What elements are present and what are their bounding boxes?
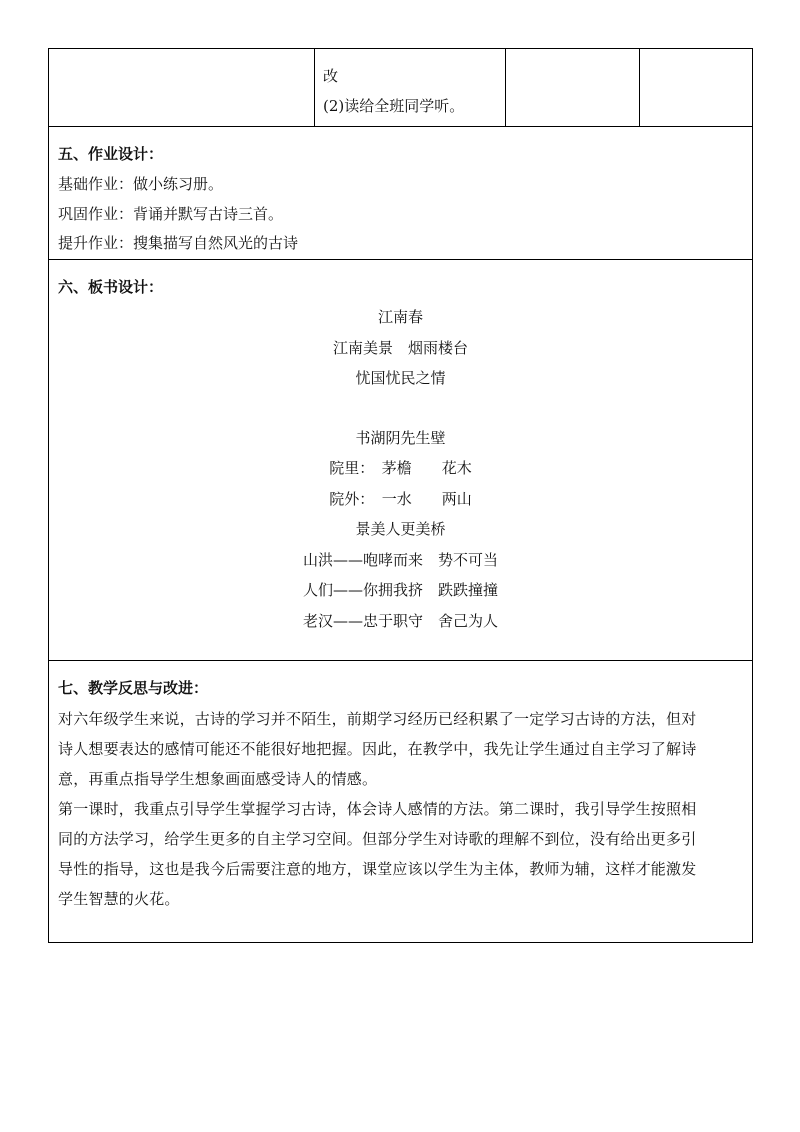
homework-heading: 五、作业设计： <box>58 145 164 163</box>
homework-extend: 提升作业：搜集描写自然风光的古诗 <box>58 234 299 252</box>
activity-line-2: (2)读给全班同学听。 <box>323 97 465 115</box>
table-cell-activity <box>315 49 506 126</box>
table-cell-empty-1 <box>49 49 315 126</box>
reflection-heading: 七、教学反思与改进： <box>58 679 209 697</box>
reflection-section <box>49 660 752 942</box>
reflection-line: 诗人想要表达的感情可能还不能很好地把握。因此，在教学中，我先让学生通过自主学习了解诗 <box>58 740 697 758</box>
board-line: 江南美景 烟雨楼台 <box>332 338 468 357</box>
board-spacer <box>49 394 752 423</box>
reflection-paragraph-2 <box>58 794 744 914</box>
board-story-title: 景美人更美桥 <box>355 520 446 538</box>
board-content <box>49 302 752 636</box>
table-row-continued <box>49 49 752 126</box>
reflection-line: 对六年级学生来说，古诗的学习并不陌生，前期学习经历已经积累了一定学习古诗的方法，但对 <box>58 710 697 728</box>
board-line: 人们——你拥我挤 跌跌撞撞 <box>302 581 498 599</box>
board-heading: 六、板书设计： <box>58 278 164 296</box>
board-poem-title-1: 江南春 <box>377 308 423 326</box>
homework-basic: 基础作业：做小练习册。 <box>58 175 224 193</box>
reflection-line: 意，再重点指导学生想象画面感受诗人的情感。 <box>58 770 378 788</box>
table-cell-empty-2 <box>506 49 640 126</box>
board-line: 山洪——咆哮而来 势不可当 <box>302 550 498 569</box>
board-line: 忧国忧民之情 <box>355 369 446 387</box>
board-line: 院外： 一水 两山 <box>329 489 472 508</box>
board-line: 院里： 茅檐 花木 <box>329 459 472 477</box>
homework-section <box>49 126 752 259</box>
board-poem-title-2: 书湖阴先生壁 <box>355 428 446 447</box>
reflection-line: 学生智慧的火花。 <box>58 890 180 908</box>
reflection-line: 同的方法学习，给学生更多的自主学习空间。但部分学生对诗歌的理解不到位，没有给出更多引 <box>58 830 697 848</box>
reflection-paragraph-1 <box>58 704 744 794</box>
table-cell-empty-3 <box>640 49 752 126</box>
lesson-plan-table <box>48 48 753 943</box>
homework-consolidate: 巩固作业：背诵并默写古诗三首。 <box>58 204 284 223</box>
activity-line-1: 改 <box>323 67 339 85</box>
reflection-line: 导性的指导，这也是我今后需要注意的地方，课堂应该以学生为主体，教师为辅，这样才能激发 <box>58 860 697 878</box>
board-design-section <box>49 259 752 660</box>
reflection-line: 第一课时，我重点引导学生掌握学习古诗，体会诗人感情的方法。第二课时，我引导学生按照相 <box>58 800 697 818</box>
board-line: 老汉——忠于职守 舍己为人 <box>302 611 498 630</box>
